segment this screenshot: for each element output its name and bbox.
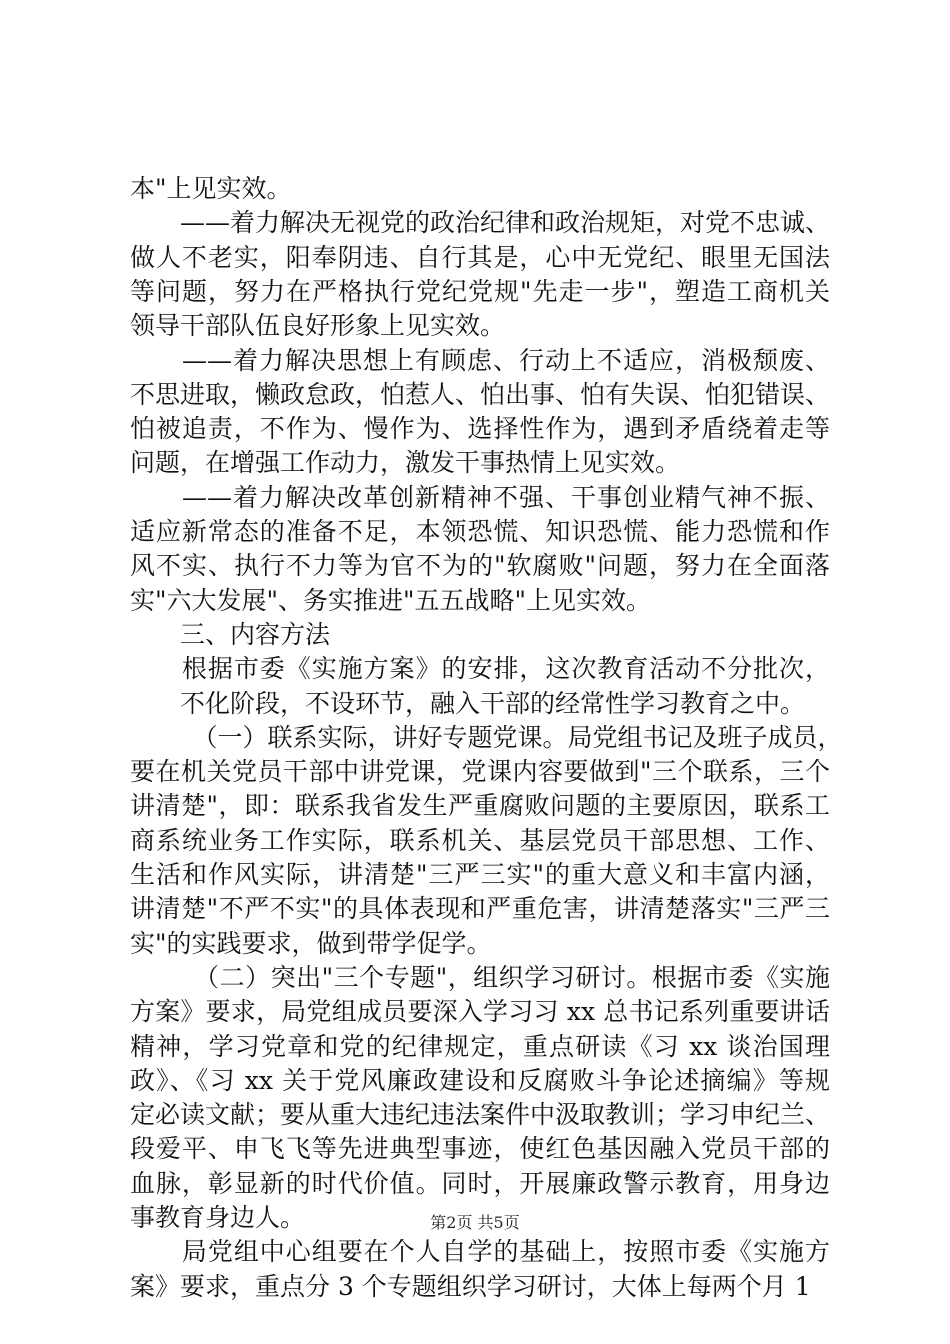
page-footer: 第2页 共5页 [430, 1213, 520, 1232]
text-line: 适应新常态的准备不足，本领恐慌、知识恐慌、能力恐慌和作 [130, 517, 830, 546]
text-line: 不思进取，懒政怠政，怕惹人、怕出事、怕有失误、怕犯错误、 [130, 379, 831, 409]
text-line: 风不实、执行不力等为官不为的"软腐败"问题，努力在全面落 [130, 551, 830, 581]
text-line: ——着力解决改革创新精神不强、干事创业精气神不振、 [130, 482, 830, 512]
text-line: 问题，在增强工作动力，激发干事热情上见实效。 [130, 448, 681, 478]
text-line: 精神，学习党章和党的纪律规定，重点研读《习 xx 谈治国理 [130, 1031, 830, 1061]
text-line: 讲清楚"不严不实"的具体表现和严重危害，讲清楚落实"三严三 [130, 894, 830, 924]
text-line: 血脉，彰显新的时代价值。同时，开展廉政警示教育，用身边 [130, 1168, 830, 1198]
text-line: 生活和作风实际，讲清楚"三严三实"的重大意义和丰富内涵， [130, 860, 830, 889]
text-line: 要在机关党员干部中讲党课，党课内容要做到"三个联系，三个 [130, 757, 830, 787]
text-line: 根据市委《实施方案》的安排，这次教育活动不分批次， [130, 654, 830, 684]
text-line: 实"的实践要求，做到带学促学。 [130, 928, 492, 958]
text-line: ——着力解决无视党的政治纪律和政治规矩，对党不忠诚、 [130, 208, 831, 238]
text-line: 方案》要求，局党组成员要深入学习习 xx 总书记系列重要讲话 [130, 997, 830, 1027]
text-line: 定必读文献；要从重大违纪违法案件中汲取教训；学习申纪兰、 [130, 1100, 831, 1130]
text-line: 政》、《习 xx 关于党风廉政建设和反腐败斗争论述摘编》等规 [130, 1065, 830, 1095]
text-line: （二）突出"三个专题"，组织学习研讨。根据市委《实施 [130, 962, 830, 992]
text-line: 商系统业务工作实际，联系机关、基层党员干部思想、工作、 [130, 825, 830, 855]
text-line: 本"上见实效。 [130, 174, 292, 203]
text-line: 讲清楚"，即：联系我省发生严重腐败问题的主要原因，联系工 [130, 791, 830, 821]
text-line: 三、内容方法 [130, 619, 331, 649]
text-line: 实"六大发展"、务实推进"五五战略"上见实效。 [130, 585, 651, 615]
text-line: 怕被追责，不作为、慢作为、选择性作为，遇到矛盾绕着走等 [130, 414, 830, 444]
text-line: 段爱平、申飞飞等先进典型事迹，使红色基因融入党员干部的 [130, 1134, 830, 1164]
text-line: 事教育身边人。 [130, 1203, 306, 1232]
text-line: 不化阶段，不设环节，融入干部的经常性学习教育之中。 [130, 688, 806, 718]
text-line: ——着力解决思想上有顾虑、行动上不适应，消极颓废、 [130, 345, 830, 375]
text-line: 领导干部队伍良好形象上见实效。 [130, 311, 506, 341]
text-line: 案》要求，重点分 3 个专题组织学习研讨，大体上每两个月 1 [130, 1271, 811, 1301]
text-line: 做人不老实，阳奉阴违、自行其是，心中无党纪、眼里无国法 [130, 242, 830, 272]
text-line: 等问题，努力在严格执行党纪党规"先走一步"，塑造工商机关 [130, 276, 830, 306]
text-line: （一）联系实际，讲好专题党课。局党组书记及班子成员， [130, 722, 843, 752]
text-line: 局党组中心组要在个人自学的基础上，按照市委《实施方 [130, 1237, 830, 1267]
